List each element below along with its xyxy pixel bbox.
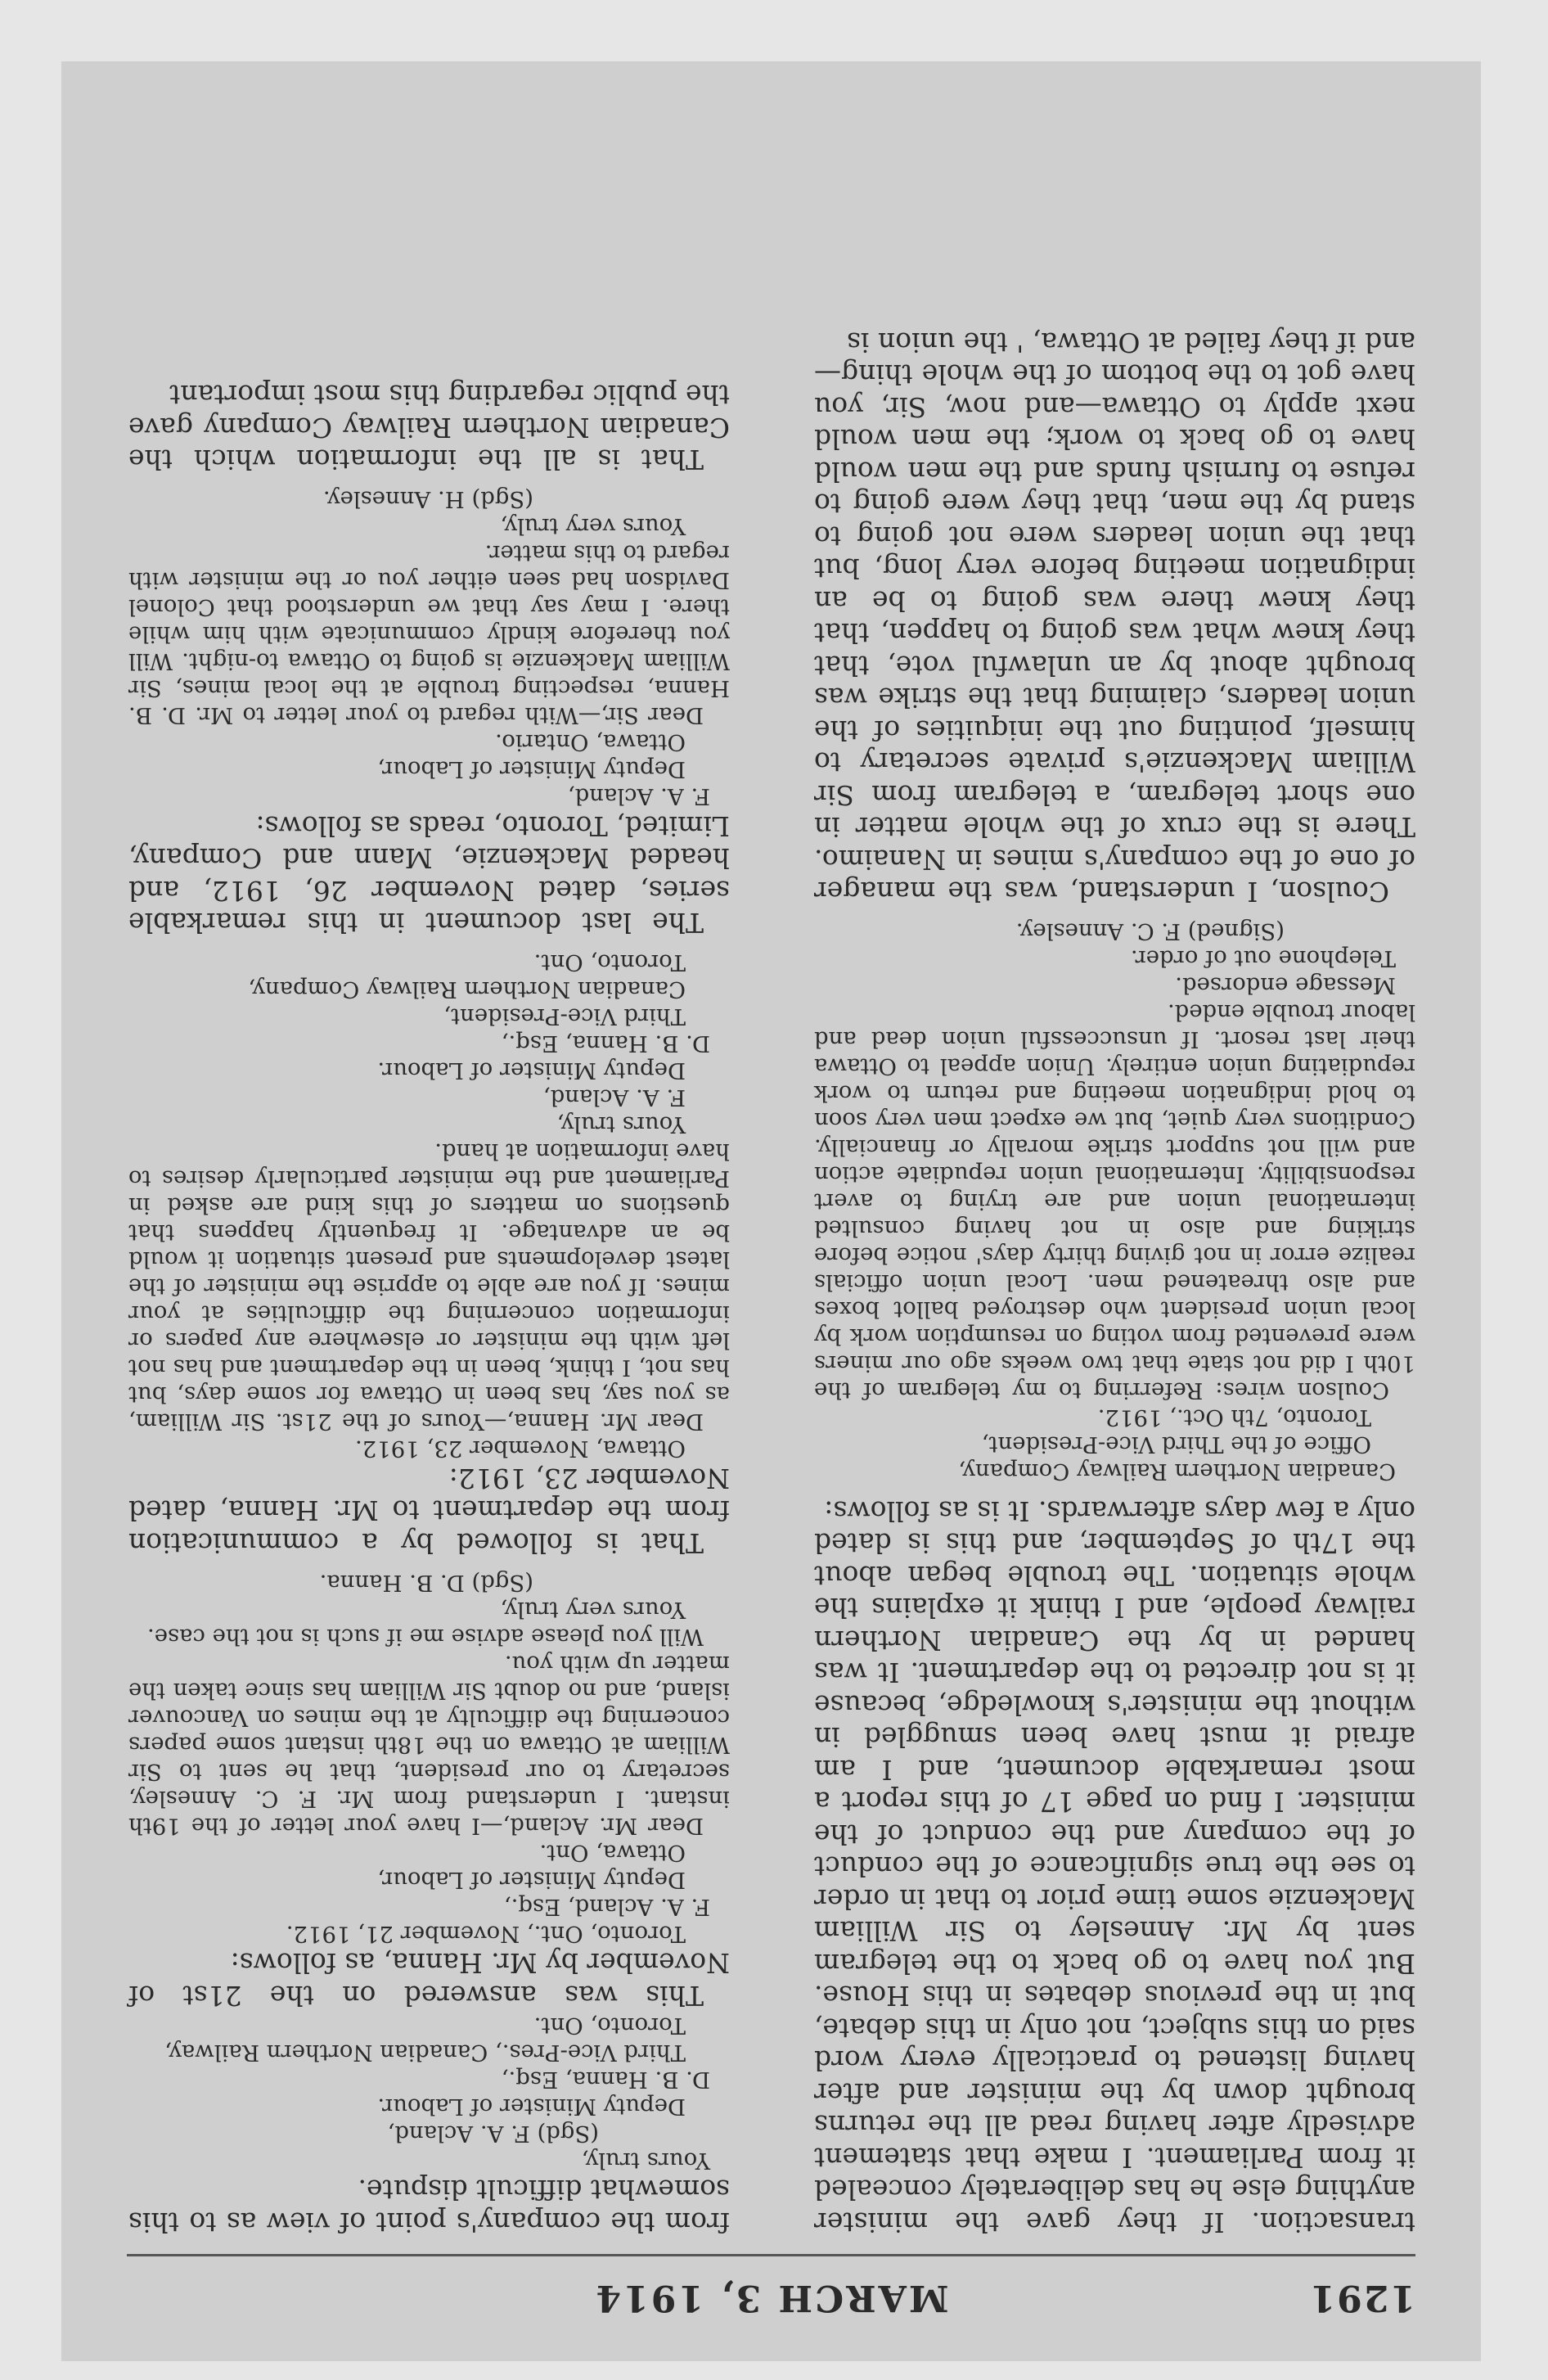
paragraph: F. A. Acland, bbox=[567, 783, 710, 810]
paragraph: (Sgd) F. A. Acland, bbox=[387, 2121, 599, 2147]
paragraph: Dear Mr. Acland,—I have your letter of the 19th instant. I understand from Mr. F. C. Annesley, secretary to our president, that he sent to Sir William at Ottawa on the 18th instant some papers concerning the difficulty at the mines on Vancouver island, and no doubt Sir William has since taken the matter up with you. bbox=[128, 1651, 730, 1839]
paragraph: Canadian Northern Railway Company, bbox=[248, 976, 686, 1003]
paragraph: That is followed by a communication from the department to Mr. Hanna, dated November 23, 1912: bbox=[128, 1463, 730, 1559]
paragraph: F. A. Acland, Esq., bbox=[503, 1894, 710, 1920]
paragraph: Deputy Minister of Labour, bbox=[377, 756, 686, 783]
paragraph: Deputy Minister of Labour. bbox=[377, 2094, 686, 2120]
paragraph: Coulson wires: Referring to my telegram of the 10th I did not state that two weeks ago our miners were prevented from voting on resumption work by local union president who destroyed ballot boxes and also threatened men. Local union officials realize error in not giving thirty days' notice before striking and also in not having consulted international union and are trying to avert responsibility. International union repudiate action and will not support strike morally or financially. Conditions very quiet, but we expect men very soon to hold indignation meeting and return to work repudiating union entirely. Union appeal to Ottawa their last resort. If unsuccessful union dead and labour trouble ended. bbox=[814, 999, 1415, 1404]
paragraph: This was answered on the 21st of November by Mr. Hanna, as follows: bbox=[128, 1947, 730, 2012]
paragraph: Message endorsed. bbox=[1175, 972, 1396, 999]
paragraph: Dear Mr. Hanna,—Yours of the 21st. Sir William, as you say, has been in Ottawa for some days, but has not, I think, been in the department and has not left with the minister or elsewhere any papers or information concerning the difficulties at your mines. If you are able to apprise the minister of the latest developments and present situation it would be an advantage. It frequently happens that questions on matters of this kind are asked in Parliament and the minister particularly desires to have information at hand. bbox=[128, 1138, 730, 1436]
paragraph: Office of the Third Vice-President, bbox=[981, 1431, 1371, 1458]
paragraph-gap bbox=[128, 940, 730, 949]
paragraph: Deputy Minister of Labour, bbox=[377, 1867, 686, 1893]
header-rule bbox=[127, 2254, 1415, 2256]
paragraph: Toronto, 7th Oct., 1912. bbox=[1097, 1404, 1371, 1431]
paragraph-gap bbox=[128, 476, 730, 486]
paragraph: Toronto, Ont., November 21, 1912. bbox=[286, 1921, 686, 1947]
paragraph: Yours truly, bbox=[581, 2148, 710, 2174]
paragraph: Toronto, Ont. bbox=[533, 949, 686, 976]
paragraph: Deputy Minister of Labour. bbox=[377, 1057, 686, 1084]
paragraph: Telephone out of order. bbox=[1130, 945, 1396, 972]
paragraph: (Sgd) D. B. Hanna. bbox=[319, 1570, 533, 1596]
paragraph: Third Vice-President, bbox=[443, 1003, 686, 1030]
paragraph-gap bbox=[814, 908, 1415, 918]
paragraph: Yours very truly, bbox=[500, 513, 686, 540]
paragraph: D. B. Hanna, Esq., bbox=[501, 1030, 710, 1057]
paragraph: from the company's point of view as to this somewhat difficult dispute. bbox=[128, 2174, 730, 2238]
paragraph: Third Vice-Pres., Canadian Northern Railway, bbox=[164, 2040, 686, 2066]
paragraph: Yours very truly, bbox=[500, 1597, 686, 1623]
paragraph: Ottawa, Ontario. bbox=[495, 729, 686, 756]
page-header bbox=[61, 2270, 1481, 2319]
page-content-rotated bbox=[61, 61, 1481, 2361]
page-number: 1291 bbox=[1308, 2277, 1415, 2319]
paragraph: Coulson, I understand, was the manager of one of the company's mines in Nanaimo. There is the crux of the whole matter in one short telegram, a telegram from Sir William Mackenzie's private secretary to himself, pointing out the iniquities of the union leaders, claiming that the strike was brought about by an unlawful vote, that they knew what was going to happen, that they knew there was going to be an indignation meeting before very long, but that the union leaders were not going to stand by the men, that they were going to refuse to furnish funds and the men would have to go back to work; the men would next apply to Ottawa—and now, Sir, you have got to the bottom of the whole thing—and if they failed at Ottawa, ' the union is bbox=[814, 327, 1415, 908]
paragraph: Will you please advise me if such is not the case. bbox=[146, 1624, 704, 1650]
paragraph: D. B. Hanna, Esq., bbox=[501, 2067, 710, 2093]
paragraph: That is all the information which the Canadian Northern Railway Company gave the public regarding this most important bbox=[128, 379, 730, 476]
paragraph: (Signed) F. C. Annesley. bbox=[1015, 918, 1285, 945]
paragraph: Yours truly, bbox=[556, 1111, 686, 1138]
paragraph-gap bbox=[814, 1485, 1415, 1495]
paragraph: Canadian Northern Railway Company, bbox=[958, 1458, 1396, 1485]
paragraph: F. A. Acland, bbox=[542, 1084, 686, 1111]
paragraph: transaction. If they gave the minister anything else he has deliberately concealed it from Parliament. I make that statement advisedly after having read all the returns brought down by the minister and after having listened to practically every word said on this subject, not only in this debate, but in the previous debates in this House. But you have to go back to the telegram sent by Mr. Annesley to Sir William Mackenzie some time prior to that in order to see the true significance of the conduct of the company and the conduct of the minister. I find on page 17 of this report a most remarkable document, and I am afraid it must have been smuggled in without the minister's knowledge, because it is not directed to the department. It was handed in by the Canadian Northern railway people, and I think it explains the whole situation. The trouble began about the 17th of September, and this is dated only a few days afterwards. It is as follows: bbox=[814, 1495, 1415, 2238]
paragraph: (Sgd) H. Annesley. bbox=[322, 486, 533, 513]
paragraph: Dear Sir,—With regard to your letter to Mr. D. B. Hanna, respecting trouble at the local mines, Sir William Mackenzie is going to Ottawa to-night. Will you therefore kindly communicate with him while there. I may say that we understood that Colonel Davidson had seen either you or the minister with regard to this matter. bbox=[128, 540, 730, 729]
paragraph: The last document in this remarkable series, dated November 26, 1912, and headed Mackenzie, Mann and Company, Limited, Toronto, reads as follows: bbox=[128, 810, 730, 940]
paragraph: Toronto, Ont. bbox=[533, 2013, 686, 2039]
left-column bbox=[814, 327, 1415, 2239]
paragraph: Ottawa, November 23, 1912. bbox=[355, 1436, 686, 1463]
paragraph-gap bbox=[128, 1559, 730, 1569]
paragraph: Ottawa, Ont. bbox=[539, 1840, 686, 1866]
page-date: MARCH 3, 1914 bbox=[593, 2277, 949, 2319]
scanned-page bbox=[61, 61, 1481, 2361]
right-column bbox=[128, 379, 730, 2238]
